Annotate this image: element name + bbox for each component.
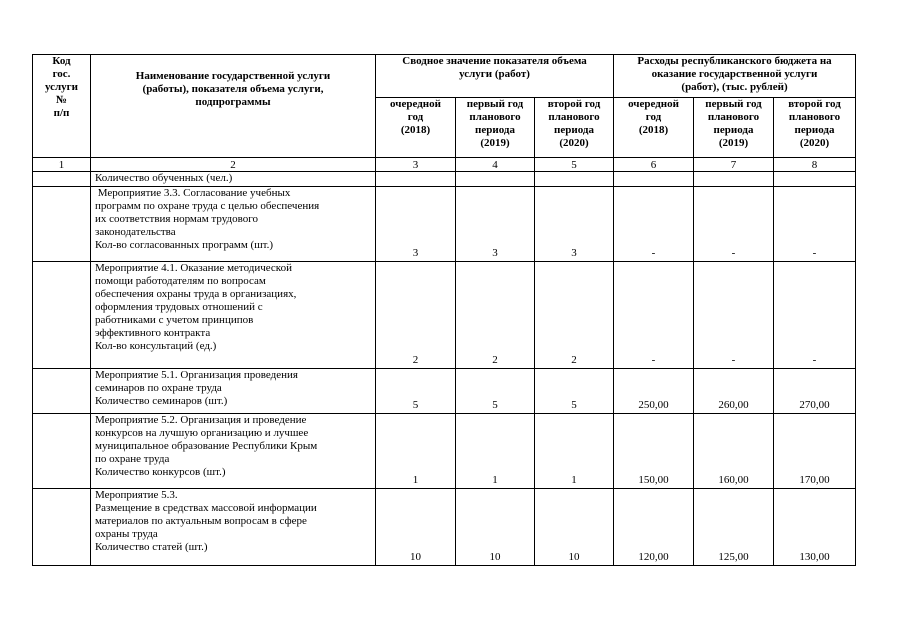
header-volume-group: Сводное значение показателя объема услуги (работ) (376, 55, 614, 98)
service-name-line: Количество обученных (чел.) (95, 172, 233, 184)
value-cell: 5 (456, 369, 535, 414)
service-name-line: Количество статей (шт.) (95, 541, 208, 553)
service-name-line: конкурсов на лучшую организацию и лучшее (95, 427, 309, 439)
service-name-cell (91, 414, 376, 489)
col-index-4: 4 (456, 158, 535, 172)
service-name-cell (91, 489, 376, 566)
service-name-cell (91, 262, 376, 369)
column-index-row (33, 158, 856, 172)
service-name-line: Мероприятие 5.3. (95, 489, 178, 501)
service-name-line: семинаров по охране труда (95, 382, 222, 394)
service-name-line: Мероприятие 5.2. Организация и проведение (95, 414, 307, 426)
service-name-line: их соответствия нормам трудового (95, 213, 258, 225)
value-cell: 3 (456, 187, 535, 262)
service-name-line: обеспечения охраны труда в организациях, (95, 288, 297, 300)
service-name-line: Размещение в средствах массовой информации (95, 502, 317, 514)
value-cell: 1 (456, 414, 535, 489)
col-index-3: 3 (376, 158, 456, 172)
value-cell: 170,00 (774, 414, 856, 489)
code-cell (33, 262, 91, 369)
value-cell: - (694, 187, 774, 262)
service-name-line: охраны труда (95, 528, 158, 540)
value-cell: - (614, 262, 694, 369)
value-cell (694, 172, 774, 187)
header-col3: очередной год (2018) (376, 98, 456, 158)
service-name-line: материалов по актуальным вопросам в сфере (95, 515, 307, 527)
header-row-1 (33, 55, 856, 98)
table-body (33, 55, 856, 566)
value-cell: 1 (376, 414, 456, 489)
value-cell: 2 (376, 262, 456, 369)
code-cell (33, 187, 91, 262)
value-cell: 10 (376, 489, 456, 566)
table-row (33, 262, 856, 369)
value-cell: 130,00 (774, 489, 856, 566)
value-cell: 150,00 (614, 414, 694, 489)
service-name-line: помощи работодателям по вопросам (95, 275, 266, 287)
value-cell: 250,00 (614, 369, 694, 414)
header-col6: очередной год (2018) (614, 98, 694, 158)
value-cell: 3 (535, 187, 614, 262)
value-cell: - (694, 262, 774, 369)
value-cell: 270,00 (774, 369, 856, 414)
value-cell: 3 (376, 187, 456, 262)
value-cell: 5 (535, 369, 614, 414)
service-name-line: Количество конкурсов (шт.) (95, 466, 226, 478)
header-col8: второй год планового периода (2020) (774, 98, 856, 158)
service-name-cell (91, 172, 376, 187)
header-code: Код гос. услуги № п/п (33, 55, 91, 158)
value-cell (376, 172, 456, 187)
service-name-line: Кол-во консультаций (ед.) (95, 340, 217, 352)
service-name-line: работниками с учетом принципов (95, 314, 254, 326)
service-name-line: эффективного контракта (95, 327, 211, 339)
value-cell: 5 (376, 369, 456, 414)
table-row (33, 187, 856, 262)
col-index-7: 7 (694, 158, 774, 172)
header-name: Наименование государственной услуги (работы), показателя объема услуги, подпрограммы (91, 55, 376, 158)
service-name-line: Количество семинаров (шт.) (95, 395, 228, 407)
service-name-cell (91, 369, 376, 414)
value-cell: - (774, 262, 856, 369)
value-cell: 2 (535, 262, 614, 369)
header-expense-group: Расходы республиканского бюджета на оказание государственной услуги (работ), (тыс. рублей) (614, 55, 856, 98)
value-cell: 1 (535, 414, 614, 489)
service-name-cell (91, 187, 376, 262)
col-index-2: 2 (91, 158, 376, 172)
table-row (33, 369, 856, 414)
value-cell: 260,00 (694, 369, 774, 414)
header-col5: второй год планового периода (2020) (535, 98, 614, 158)
value-cell: 160,00 (694, 414, 774, 489)
header-col4: первый год планового периода (2019) (456, 98, 535, 158)
service-name-line: программ по охране труда с целью обеспечения (95, 200, 320, 212)
service-name-line: Мероприятие 4.1. Оказание методической (95, 262, 292, 274)
col-index-5: 5 (535, 158, 614, 172)
service-name-line: Кол-во согласованных программ (шт.) (95, 239, 274, 251)
service-name-line: по охране труда (95, 453, 170, 465)
service-name-line: оформления трудовых отношений с (95, 301, 263, 313)
table-row (33, 414, 856, 489)
col-index-6: 6 (614, 158, 694, 172)
value-cell (614, 172, 694, 187)
value-cell: 120,00 (614, 489, 694, 566)
value-cell: - (614, 187, 694, 262)
value-cell: 10 (535, 489, 614, 566)
value-cell (535, 172, 614, 187)
table-row (33, 172, 856, 187)
service-name-line: законодательства (95, 226, 176, 238)
value-cell: 10 (456, 489, 535, 566)
value-cell: 2 (456, 262, 535, 369)
table-row (33, 489, 856, 566)
code-cell (33, 172, 91, 187)
value-cell (456, 172, 535, 187)
service-name-line: Мероприятие 3.3. Согласование учебных (95, 187, 291, 199)
service-name-line: Мероприятие 5.1. Организация проведения (95, 369, 298, 381)
code-cell (33, 414, 91, 489)
col-index-1: 1 (33, 158, 91, 172)
code-cell (33, 489, 91, 566)
service-name-line: муниципальное образование Республики Крым (95, 440, 318, 452)
col-index-8: 8 (774, 158, 856, 172)
services-table (32, 54, 856, 566)
code-cell (33, 369, 91, 414)
value-cell: - (774, 187, 856, 262)
value-cell: 125,00 (694, 489, 774, 566)
header-col7: первый год планового периода (2019) (694, 98, 774, 158)
value-cell (774, 172, 856, 187)
